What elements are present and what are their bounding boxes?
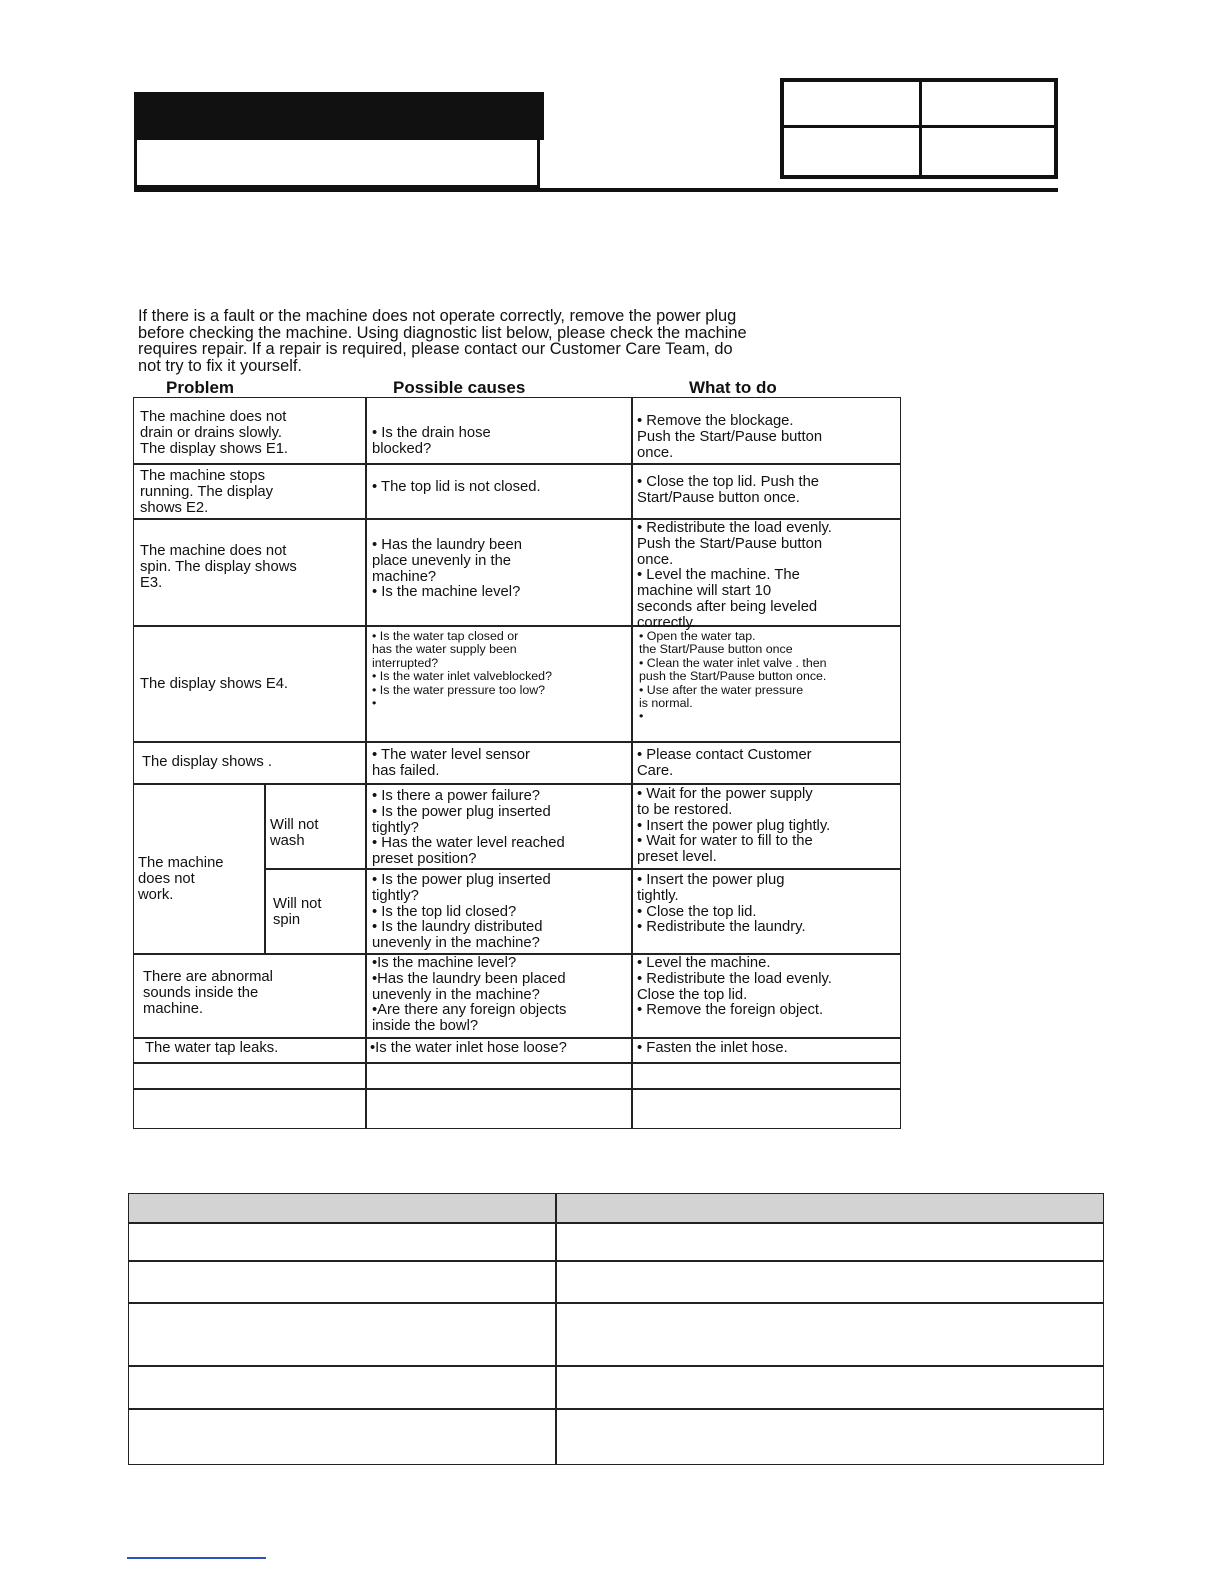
row-3-problem: The machine does not spin. The display shows E3. (140, 543, 297, 591)
row-4-todo: • Open the water tap. the Start/Pause button once • Clean the water inlet valve . then push the Start/Pause button once. • Use after the water pressure is normal. • (639, 629, 827, 724)
header-subtitle-box (134, 140, 540, 188)
row-8-todo: • Level the machine. • Redistribute the load evenly. Close the top lid. • Remove the foreign object. (637, 955, 832, 1019)
column-header-causes: Possible causes (393, 378, 526, 397)
row-6-todo: • Wait for the power supply to be restored. • Insert the power plug tightly. • Wait for water to fill to the preset level. (637, 786, 831, 866)
row-9-problem: The water tap leaks. (145, 1040, 279, 1056)
row-3-causes: • Has the laundry been place unevenly in the machine? • Is the machine level? (372, 537, 522, 601)
row-2-causes: • The top lid is not closed. (372, 479, 541, 495)
row-6-causes: • Is there a power failure? • Is the power plug inserted tightly? • Has the water level reached preset position? (372, 788, 565, 868)
specification-table-header (129, 1194, 1103, 1222)
header-page-box (780, 78, 1058, 179)
row-6-sub: Will not wash (270, 817, 319, 849)
intro-paragraph: If there is a fault or the machine does not operate correctly, remove the power plug before checking the machine. Using diagnostic list below, please check the machine requires repair. If a repair is required, please contact our Customer Care Team, do not try to fix it yourself. (138, 307, 747, 375)
header-title-bar (134, 92, 544, 140)
row-4-causes: • Is the water tap closed or has the water supply been interrupted? • Is the water inlet valveblocked? • Is the water pressure too low? • (372, 629, 552, 711)
column-header-todo: What to do (689, 378, 777, 397)
row-5-problem: The display shows . (142, 754, 272, 770)
row-7-todo: • Insert the power plug tightly. • Close the top lid. • Redistribute the laundry. (637, 872, 806, 936)
row-3-todo: • Redistribute the load evenly. Push the Start/Pause button once. • Level the machine. The machine will start 10 seconds after being leveled correctly. (637, 520, 832, 631)
row-9-causes: •Is the water inlet hose loose? (370, 1040, 567, 1056)
row-6-problem: The machine does not work. (138, 855, 224, 903)
row-4-problem: The display shows E4. (140, 676, 289, 692)
row-5-todo: • Please contact Customer Care. (637, 747, 812, 779)
row-7-sub: Will not spin (273, 896, 322, 928)
column-header-problem: Problem (166, 378, 235, 397)
header-rule (134, 188, 1058, 192)
row-2-todo: • Close the top lid. Push the Start/Pause button once. (637, 474, 820, 506)
row-7-causes: • Is the power plug inserted tightly? • Is the top lid closed? • Is the laundry distributed unevenly in the machine? (372, 872, 551, 952)
footer-link[interactable] (127, 1557, 266, 1559)
row-9-todo: • Fasten the inlet hose. (637, 1040, 788, 1056)
row-1-causes: • Is the drain hose blocked? (372, 425, 491, 457)
row-8-causes: •Is the machine level? •Has the laundry been placed unevenly in the machine? •Are there any foreign objects inside the bowl? (372, 955, 567, 1035)
row-1-todo: • Remove the blockage. Push the Start/Pause button once. (637, 413, 823, 461)
row-1-problem: The machine does not drain or drains slowly. The display shows E1. (140, 409, 289, 457)
specification-table (128, 1193, 1104, 1465)
troubleshooting-table (133, 397, 901, 1129)
row-5-causes: • The water level sensor has failed. (372, 747, 530, 779)
row-8-problem: There are abnormal sounds inside the machine. (143, 969, 273, 1017)
row-2-problem: The machine stops running. The display shows E2. (140, 468, 273, 516)
